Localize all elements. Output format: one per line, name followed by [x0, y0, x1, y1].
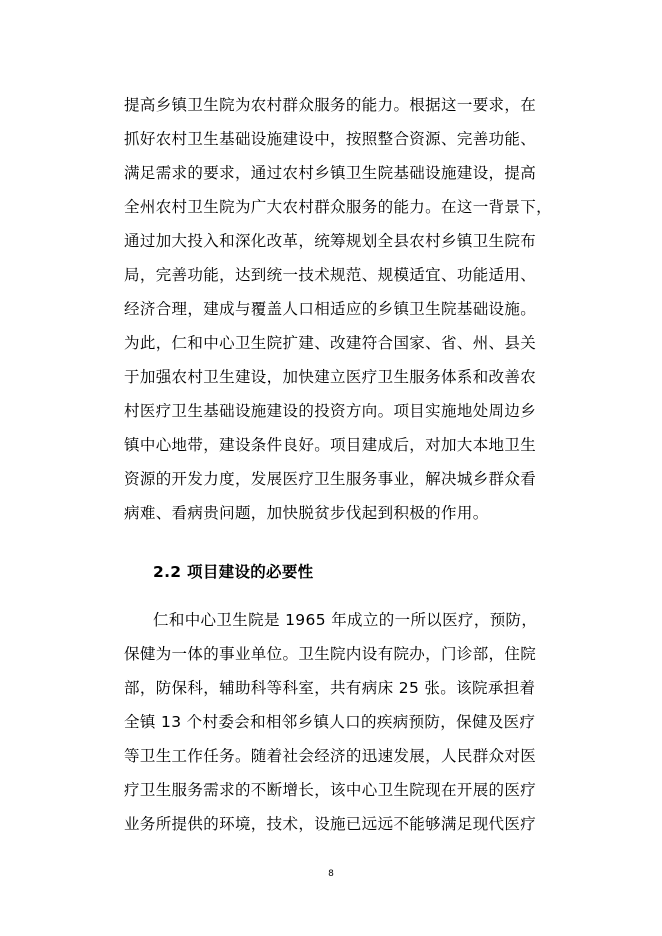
- text-line: 等卫生工作任务。随着社会经济的迅速发展，人民群众对医: [124, 747, 537, 765]
- text-line: 全州农村卫生院为广大农村群众服务的能力。在这一背景下，: [124, 198, 552, 216]
- text-line: 满足需求的要求，通过农村乡镇卫生院基础设施建设，提高: [124, 164, 537, 182]
- text-line: 通过加大投入和深化改革，统筹规划全县农村乡镇卫生院布: [124, 232, 537, 250]
- text-line: 资源的开发力度，发展医疗卫生服务事业，解决城乡群众看: [124, 470, 537, 488]
- text-line: 全镇 13 个村委会和相邻乡镇人口的疾病预防，保健及医疗: [124, 713, 536, 731]
- text-line: 抓好农村卫生基础设施建设中，按照整合资源、完善功能、: [124, 130, 537, 148]
- text-line: 保健为一体的事业单位。卫生院内设有院办，门诊部，住院: [124, 645, 537, 663]
- text-line: 于加强农村卫生建设，加快建立医疗卫生服务体系和改善农: [124, 368, 537, 386]
- text-line: 镇中心地带，建设条件良好。项目建成后，对加大本地卫生: [124, 436, 537, 454]
- text-line: 疗卫生服务需求的不断增长，该中心卫生院现在开展的医疗: [124, 781, 537, 799]
- text-line: 病难、看病贵问题，加快脱贫步伐起到积极的作用。: [124, 504, 489, 522]
- text-line: 提高乡镇卫生院为农村群众服务的能力。根据这一要求，在: [124, 96, 537, 114]
- text-line: 业务所提供的环境，技术，设施已远远不能够满足现代医疗: [124, 815, 537, 833]
- text-line: 局，完善功能，达到统一技术规范、规模适宜、功能适用、: [124, 266, 537, 284]
- text-line: 村医疗卫生基础设施建设的投资方向。项目实施地处周边乡: [124, 402, 537, 420]
- text-line: 经济合理，建成与覆盖人口相适应的乡镇卫生院基础设施。: [124, 300, 537, 318]
- page-number: 8: [328, 869, 334, 879]
- section-heading: 2.2 项目建设的必要性: [153, 563, 314, 581]
- text-line: 为此，仁和中心卫生院扩建、改建符合国家、省、州、县关: [124, 334, 537, 352]
- text-line: 部，防保科，辅助科等科室，共有病床 25 张。该院承担着: [124, 679, 536, 697]
- text-line: 仁和中心卫生院是 1965 年成立的一所以医疗，预防，: [153, 611, 538, 629]
